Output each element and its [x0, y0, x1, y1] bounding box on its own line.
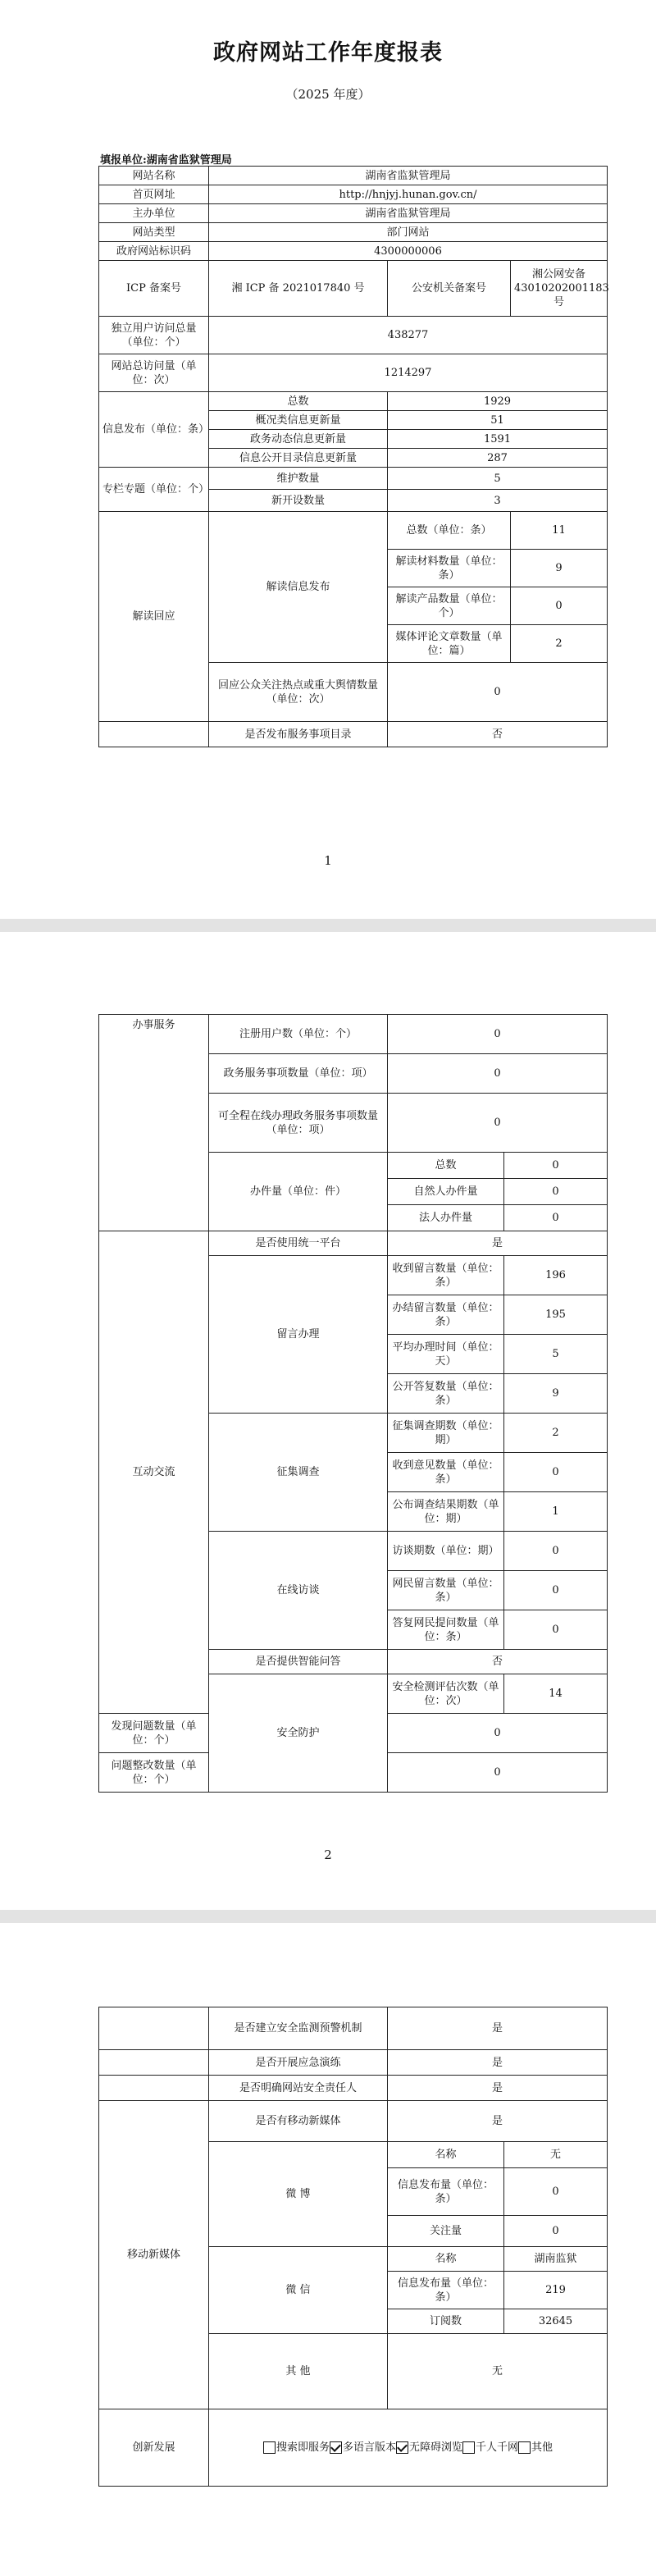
row-label: 互动交流 [99, 1231, 209, 1714]
row-label: 移动新媒体 [99, 2101, 209, 2409]
table-row [99, 2101, 608, 2142]
row-label: 名称 [388, 2142, 504, 2168]
row-value: 51 [388, 411, 608, 430]
row-label: 新开设数量 [209, 490, 388, 512]
row-value: 1929 [388, 392, 608, 411]
row-value: 0 [504, 1205, 608, 1231]
row-label: 可全程在线办理政务服务事项数量（单位：项） [209, 1094, 388, 1153]
innovation-options [209, 2409, 608, 2487]
row-value: 4300000006 [209, 242, 608, 261]
row-label: 独立用户访问总量（单位：个） [99, 317, 209, 354]
table-row [99, 1231, 608, 1256]
row-label: 回应公众关注热点或重大舆情数量（单位：次） [209, 663, 388, 722]
row-label: 关注量 [388, 2216, 504, 2247]
page-number: 1 [324, 853, 332, 868]
innovation-option[interactable] [462, 2441, 518, 2455]
mobile-table [98, 2007, 608, 2487]
table-row [99, 392, 608, 411]
row-value: 14 [504, 1674, 608, 1714]
row-label: 是否使用统一平台 [209, 1231, 388, 1256]
row-value: 219 [504, 2272, 608, 2309]
row-label: 征集调查期数（单位：期） [388, 1414, 504, 1453]
empty-checkbox-icon[interactable] [462, 2441, 475, 2454]
row-value: 是 [388, 2007, 608, 2050]
home-url: http://hnjyj.hunan.gov.cn/ [209, 185, 608, 204]
table-row [99, 2409, 608, 2487]
row-label: 解读产品数量（单位：个） [388, 587, 511, 625]
row-label: 微 信 [209, 2247, 388, 2334]
row-value: 0 [504, 1179, 608, 1205]
row-label: 创新发展 [99, 2409, 209, 2487]
row-label: 解读材料数量（单位：条） [388, 550, 511, 587]
table-row [99, 722, 608, 747]
row-label: 主办单位 [99, 204, 209, 223]
row-value: 1214297 [209, 354, 608, 392]
report-title: 政府网站工作年度报表 [213, 40, 443, 66]
row-label: 是否发布服务事项目录 [209, 722, 388, 747]
row-label: 征集调查 [209, 1414, 388, 1532]
row-value: 32645 [504, 2309, 608, 2334]
row-label: 媒体评论文章数量（单位：篇） [388, 625, 511, 663]
table-row [99, 354, 608, 392]
table-row [99, 2050, 608, 2076]
row-label: 办件量（单位：件） [209, 1153, 388, 1231]
checked-checkbox-icon[interactable] [396, 2441, 408, 2454]
page-2 [0, 932, 656, 1910]
row-value: 195 [504, 1295, 608, 1335]
row-value: 是 [388, 1231, 608, 1256]
checked-checkbox-icon[interactable] [330, 2441, 342, 2454]
row-label: 问题整改数量（单位：个） [99, 1753, 209, 1793]
row-value: 0 [504, 1453, 608, 1492]
row-label: 政务动态信息更新量 [209, 430, 388, 449]
row-label: 平均办理时间（单位：天） [388, 1335, 504, 1374]
row-value: 196 [504, 1256, 608, 1295]
row-value: 5 [388, 468, 608, 490]
row-label: 是否有移动新媒体 [209, 2101, 388, 2142]
row-label: 安全检测评估次数（单位：次） [388, 1674, 504, 1714]
row-value: 0 [504, 2168, 608, 2216]
row-value: 是 [388, 2101, 608, 2142]
table-row [99, 2076, 608, 2101]
row-value: 部门网站 [209, 223, 608, 242]
report-year: （2025 年度） [285, 87, 371, 102]
row-value: 0 [388, 1054, 608, 1094]
table-row [99, 512, 608, 550]
row-label: 政务服务事项数量（单位：项） [209, 1054, 388, 1094]
row-label: 访谈期数（单位：期） [388, 1532, 504, 1571]
innovation-option-label: 其他 [531, 2441, 554, 2454]
row-label: 是否建立安全监测预警机制 [209, 2007, 388, 2050]
row-label: 名称 [388, 2247, 504, 2272]
row-label: 信息发布量（单位：条） [388, 2168, 504, 2216]
row-label: 法人办件量 [388, 1205, 504, 1231]
row-value: 0 [388, 1015, 608, 1054]
row-label: 总数（单位：条） [388, 512, 511, 550]
row-label: 注册用户数（单位：个） [209, 1015, 388, 1054]
row-label: 信息发布（单位：条） [99, 392, 209, 468]
innovation-option-label: 多语言版本 [342, 2441, 396, 2454]
row-label: 是否明确网站安全责任人 [209, 2076, 388, 2101]
row-value: 无 [504, 2142, 608, 2168]
row-label: 网站名称 [99, 167, 209, 185]
row-value: 0 [504, 1153, 608, 1179]
row-value: 11 [511, 512, 608, 550]
empty-checkbox-icon[interactable] [263, 2441, 276, 2454]
row-label: 网站总访问量（单位：次） [99, 354, 209, 392]
innovation-option[interactable] [518, 2441, 553, 2455]
row-label: 信息发布量（单位：条） [388, 2272, 504, 2309]
row-label: ICP 备案号 [99, 261, 209, 317]
innovation-checkbox-group [209, 2441, 607, 2455]
innovation-option-label: 千人千网 [476, 2441, 519, 2454]
row-value: 无 [388, 2334, 608, 2409]
psb-number: 湘公网安备43010202001183 号 [511, 261, 608, 317]
row-label: 维护数量 [209, 468, 388, 490]
row-value: 0 [388, 1094, 608, 1153]
row-value: 否 [388, 1650, 608, 1674]
row-label: 解读回应 [99, 512, 209, 722]
row-value: 0 [388, 663, 608, 722]
row-value: 是 [388, 2076, 608, 2101]
row-value: 287 [388, 449, 608, 468]
innovation-option-label: 无障碍浏览 [409, 2441, 463, 2454]
table-row [99, 185, 608, 204]
row-value: 9 [504, 1374, 608, 1414]
row-value: 3 [388, 490, 608, 512]
row-value: 2 [504, 1414, 608, 1453]
row-label: 收到意见数量（单位：条） [388, 1453, 504, 1492]
row-value: 5 [504, 1335, 608, 1374]
row-label: 网民留言数量（单位：条） [388, 1571, 504, 1610]
row-label: 是否提供智能问答 [209, 1650, 388, 1674]
row-value: 湖南省监狱管理局 [209, 204, 608, 223]
row-label: 概况类信息更新量 [209, 411, 388, 430]
row-label: 公安机关备案号 [388, 261, 511, 317]
row-label: 专栏专题（单位：个） [99, 468, 209, 512]
icp-number: 湘 ICP 备 2021017840 号 [209, 261, 388, 317]
row-value: 0 [511, 587, 608, 625]
row-value: 0 [504, 1532, 608, 1571]
row-label: 答复网民提问数量（单位：条） [388, 1610, 504, 1650]
filing-unit: 填报单位:湖南省监狱管理局 [100, 154, 232, 167]
table-row [99, 317, 608, 354]
row-value: 2 [511, 625, 608, 663]
table-row [99, 167, 608, 185]
table-row [99, 204, 608, 223]
page-separator [0, 1910, 656, 1923]
table-row [99, 468, 608, 490]
row-label: 发现问题数量（单位：个） [99, 1714, 209, 1753]
row-label: 解读信息发布 [209, 512, 388, 663]
row-label: 网站类型 [99, 223, 209, 242]
row-label: 其 他 [209, 2334, 388, 2409]
row-label: 首页网址 [99, 185, 209, 204]
row-label: 收到留言数量（单位：条） [388, 1256, 504, 1295]
row-label: 总数 [209, 392, 388, 411]
table-row [99, 1015, 608, 1054]
innovation-option-label: 搜索即服务 [276, 2441, 330, 2454]
row-value: 1 [504, 1492, 608, 1532]
row-label: 在线访谈 [209, 1532, 388, 1650]
row-value: 0 [388, 1714, 608, 1753]
row-label: 是否开展应急演练 [209, 2050, 388, 2076]
row-label: 总数 [388, 1153, 504, 1179]
row-value: 湖南省监狱管理局 [209, 167, 608, 185]
row-label: 信息公开目录信息更新量 [209, 449, 388, 468]
page-3 [0, 1923, 656, 2576]
row-label: 留言办理 [209, 1256, 388, 1414]
row-value: 1591 [388, 430, 608, 449]
empty-checkbox-icon[interactable] [518, 2441, 531, 2454]
innovation-option[interactable] [396, 2441, 462, 2455]
row-label: 订阅数 [388, 2309, 504, 2334]
row-value: 否 [388, 722, 608, 747]
innovation-option[interactable] [263, 2441, 330, 2455]
table-row [99, 223, 608, 242]
row-label: 公布调查结果期数（单位：期） [388, 1492, 504, 1532]
row-label: 公开答复数量（单位：条） [388, 1374, 504, 1414]
row-value: 0 [504, 1610, 608, 1650]
service-table [98, 1014, 608, 1793]
page-number: 2 [324, 1848, 332, 1862]
table-row [99, 242, 608, 261]
row-value: 438277 [209, 317, 608, 354]
innovation-option[interactable] [330, 2441, 396, 2455]
row-label: 办结留言数量（单位：条） [388, 1295, 504, 1335]
page-separator [0, 919, 656, 932]
row-label: 政府网站标识码 [99, 242, 209, 261]
table-row [99, 261, 608, 317]
row-value: 0 [388, 1753, 608, 1793]
row-value: 是 [388, 2050, 608, 2076]
row-value: 9 [511, 550, 608, 587]
row-value: 0 [504, 2216, 608, 2247]
row-label: 安全防护 [209, 1674, 388, 1793]
row-value: 湖南监狱 [504, 2247, 608, 2272]
row-value: 0 [504, 1571, 608, 1610]
row-label: 微 博 [209, 2142, 388, 2247]
basic-info-table [98, 166, 608, 747]
row-label: 办事服务 [99, 1015, 209, 1231]
table-row [99, 2007, 608, 2050]
row-label: 自然人办件量 [388, 1179, 504, 1205]
page-1 [0, 0, 656, 919]
